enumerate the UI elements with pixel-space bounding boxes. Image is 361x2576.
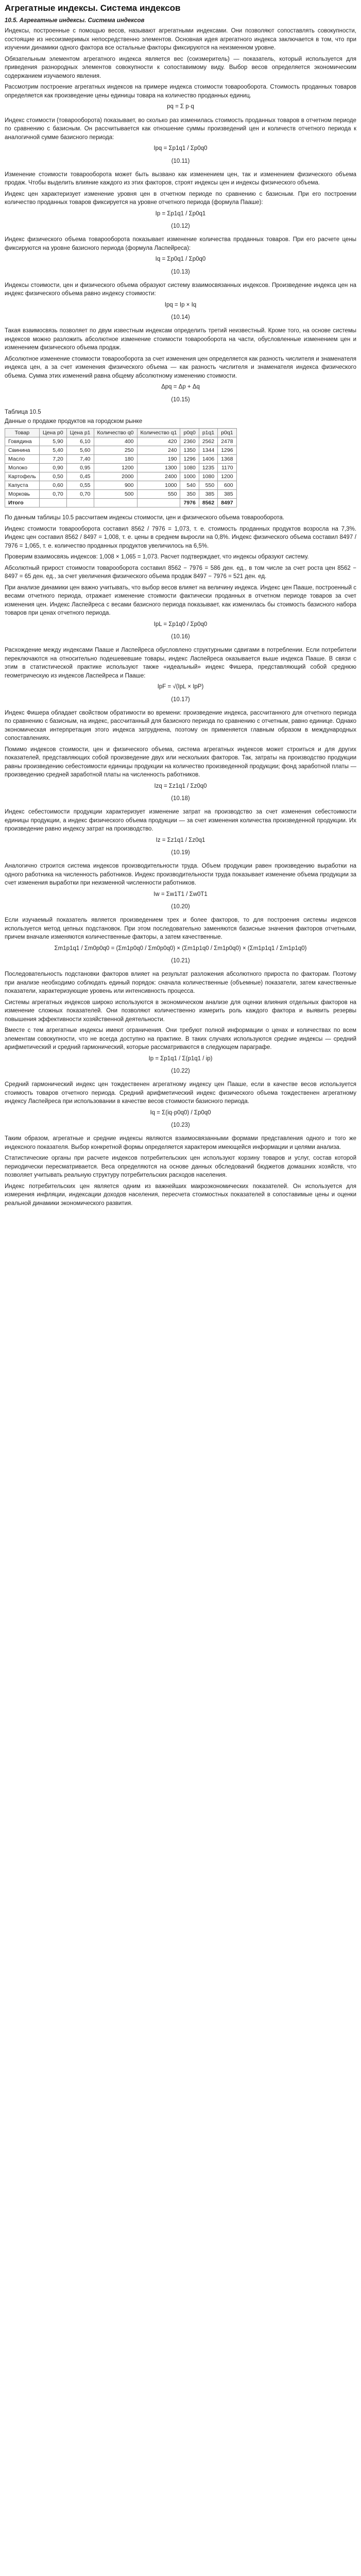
column-header: Цена p0	[39, 429, 66, 437]
table-cell: 7,40	[66, 455, 94, 464]
table-cell: Итого	[5, 499, 40, 507]
equation-number: (10.18)	[171, 795, 190, 802]
formula: IpF = √(IpL × IpP)	[157, 684, 204, 690]
document-body-continued	[5, 514, 356, 1208]
table-cell: 1000	[180, 472, 199, 481]
paragraph: Последовательность подстановки факторов влияет на результат разложения абсолютного прироста по факторам. Поэтому при анализе необходимо соблюдать единый порядок: сначала количественные (объемные) показатели, затем качественные показатели, характеризующие уровень или интенсивность процесса.	[5, 971, 356, 994]
paragraph: Аналогично строится система индексов производительности труда. Объем продукции равен произведению выработки на одного работника на численность работников. Индекс производительности труда показывает изменение объема продукции за счет изменения выработки при неизменной численности работников.	[5, 863, 356, 886]
equation-number: (10.11)	[171, 158, 190, 164]
table-cell	[66, 499, 94, 507]
table-cell: 1406	[199, 455, 217, 464]
table-cell: 0,90	[39, 464, 66, 472]
column-header: p0q0	[180, 429, 199, 437]
table-cell: 500	[94, 490, 137, 499]
table-cell: 1170	[218, 464, 236, 472]
table-cell: 8497	[218, 499, 236, 507]
table-cell: 2360	[180, 437, 199, 446]
table-row	[5, 490, 237, 499]
paragraph: Индексы, построенные с помощью весов, называют агрегатными индексами. Они позволяют сопоставлять совокупности, состоящие из несоизмеримых непосредственно элементов. Основная идея агрегатного индекса заключается в том, что при изучении динамики одного фактора все остальные факторы фиксируются на неизменном уровне.	[5, 28, 356, 51]
column-header: p1q1	[199, 429, 217, 437]
formula: Ip = Σp1q1 / Σ(p1q1 / ip)	[148, 1055, 213, 1062]
table-cell: 0,45	[66, 472, 94, 481]
paragraph: Индекс себестоимости продукции характеризует изменение затрат на производство за счет изменения себестоимости единицы продукции, а индекс физического объема продукции — за счет изменения количества произведенной продукции. Их произведение равно индексу затрат на производство.	[5, 809, 356, 832]
paragraph: При анализе динамики цен важно учитывать, что выбор весов влияет на величину индекса. Индекс цен Пааше, построенный с весами отчетного периода, отражает изменение стоимости фактически проданных в отчетном периоде товаров за счет изменения цен. Индекс Ласпейреса с весами базисного периода показывает, как изменилась бы стоимость базисного набора товаров при ценах отчетного периода.	[5, 584, 356, 616]
paragraph: Такая взаимосвязь позволяет по двум известным индексам определить третий неизвестный. Кроме того, на основе системы индексов можно разложить абсолютное изменение стоимости товарооборота на части, обусловленные изменением цен и изменением физического объема продаж.	[5, 328, 356, 351]
table-cell: 540	[180, 481, 199, 490]
equation-number: (10.22)	[171, 1068, 190, 1074]
paragraph: Статистические органы при расчете индексов потребительских цен используют корзину товаров и услуг, состав которой периодически пересматривается. Веса определяются на основе данных обследований бюджетов домашних хозяйств, что позволяет учитывать реальную структуру потребительских расходов населения.	[5, 1155, 356, 1178]
table-cell: Говядина	[5, 437, 40, 446]
formula: Iq = Σp0q1 / Σp0q0	[155, 256, 206, 262]
table-cell: 7976	[180, 499, 199, 507]
table-cell: Морковь	[5, 490, 40, 499]
formula: Ipq = Ip × Iq	[164, 301, 197, 308]
table-cell: 350	[180, 490, 199, 499]
table-caption: Таблица 10.5	[5, 409, 41, 415]
table-cell: 0,60	[39, 481, 66, 490]
table-cell: 1296	[218, 446, 236, 455]
table-cell: 2000	[94, 472, 137, 481]
table-cell: 0,70	[66, 490, 94, 499]
table-cell: 1368	[218, 455, 236, 464]
paragraph: Индекс физического объема товарооборота показывает изменение количества проданных товаров. При его расчете цены фиксируются на уровне базисного периода (формула Ласпейреса):	[5, 236, 356, 251]
paragraph: Обязательным элементом агрегатного индекса является вес (соизмеритель) — показатель, который используется для приведения разнородных элементов совокупности к сопоставимому виду. Выбор весов определяется экономическим содержанием изучаемого явления.	[5, 56, 356, 79]
table-cell: 7,20	[39, 455, 66, 464]
document-body	[5, 27, 356, 426]
paragraph: Индекс Фишера обладает свойством обратимости во времени: произведение индекса, рассчитанного для отчетного периода по сравнению с базисным, на индекс, рассчитанный для базисного периода по сравнению с отчетным, равно единице. Однако экономическая интерпретация этого индекса затруднена, поэтому он применяется главным образом в международных сопоставлениях.	[5, 709, 356, 741]
paragraph: Системы агрегатных индексов широко используются в экономическом анализе для оценки влияния отдельных факторов на изменение сложных показателей. Они позволяют количественно измерить роль каждого фактора и выявить резервы повышения эффективности хозяйственной деятельности.	[5, 999, 356, 1023]
table-cell: 5,60	[66, 446, 94, 455]
table-cell	[39, 499, 66, 507]
table-cell: 250	[94, 446, 137, 455]
paragraph: Средний гармонический индекс цен тождественен агрегатному индексу цен Пааше, если в качестве весов используется стоимость товаров отчетного периода. Средний арифметический индекс физического объема тождественен агрегатному индексу Ласпейреса при использовании в качестве весов стоимости базисного периода.	[5, 1081, 356, 1105]
table-cell: Капуста	[5, 481, 40, 490]
equation-number: (10.21)	[171, 958, 190, 964]
table-cell: 1350	[180, 446, 199, 455]
table-row	[5, 464, 237, 472]
equation-number: (10.20)	[171, 904, 190, 910]
table-total-row	[5, 499, 237, 507]
table-cell: Картофель	[5, 472, 40, 481]
table-cell: 0,55	[66, 481, 94, 490]
paragraph: Если изучаемый показатель является произведением трех и более факторов, то для построения системы индексов используется метод цепных подстановок. При этом последовательно заменяются базисные значения факторов отчетными, причем вначале изменяются количественные факторы, а затем качественные.	[5, 917, 356, 940]
column-header: Количество q1	[137, 429, 180, 437]
table-header-row	[5, 429, 237, 437]
formula: Ipq = Σp1q1 / Σp0q0	[153, 145, 208, 151]
data-table	[5, 428, 237, 507]
table-cell: 385	[218, 490, 236, 499]
table-cell: 1296	[180, 455, 199, 464]
table-cell: 385	[199, 490, 217, 499]
paragraph: Абсолютный прирост стоимости товарооборота составил 8562 − 7976 = 586 ден. ед., в том числе за счет роста цен 8562 − 8497 = 65 ден. ед., за счет увеличения физического объема продаж 8497 − 7976 = 521 ден. ед.	[5, 565, 356, 580]
equation-number: (10.23)	[171, 1122, 190, 1128]
paragraph: Индекс цен характеризует изменение уровня цен в отчетном периоде по сравнению с базисным. При его построении количество проданных товаров фиксируется на уровне отчетного периода (формула Пааше):	[5, 191, 356, 206]
table-row	[5, 455, 237, 464]
column-header: Цена p1	[66, 429, 94, 437]
table-cell	[137, 499, 180, 507]
paragraph: Проверим взаимосвязь индексов: 1,008 × 1,065 = 1,073. Расчет подтверждает, что индексы образуют систему.	[5, 554, 309, 560]
table-cell: 550	[199, 481, 217, 490]
paragraph: Индекс стоимости (товарооборота) показывает, во сколько раз изменилась стоимость проданных товаров в отчетном периоде по сравнению с базисным. Он рассчитывается как отношение суммы произведений цен и количеств отчетного периода к аналогичной сумме базисного периода:	[5, 117, 356, 141]
table-cell: Молоко	[5, 464, 40, 472]
page-title: Агрегатные индексы. Система индексов	[5, 3, 181, 13]
table-cell: 420	[137, 437, 180, 446]
table-cell: 1344	[199, 446, 217, 455]
table-cell: 2400	[137, 472, 180, 481]
table-cell: Масло	[5, 455, 40, 464]
paragraph: Индекс потребительских цен является одним из важнейших макроэкономических показателей. Он используется для измерения инфляции, индексации доходов населения, пересчета стоимостных показателей в сопоставимые цены и оценки реальной динамики экономического развития.	[5, 1183, 356, 1207]
formula: Δpq = Δp + Δq	[161, 384, 200, 390]
paragraph: Вместе с тем агрегатные индексы имеют ограничения. Они требуют полной информации о ценах и количествах по всем элементам совокупности, что не всегда доступно на практике. В таких случаях используются средние индексы — средний арифметический и средний гармонический, которые рассматриваются в следующем параграфе.	[5, 1027, 356, 1050]
table-cell: 190	[137, 455, 180, 464]
equation-number: (10.16)	[171, 634, 190, 640]
paragraph: Абсолютное изменение стоимости товарооборота за счет изменения цен определяется как разность числителя и знаменателя индекса цен, а за счет изменения физического объема — как разность числителя и знаменателя индекса физического объема. Сумма этих изменений равна общему абсолютному изменению стоимости.	[5, 355, 356, 379]
table-cell: 8562	[199, 499, 217, 507]
table-cell: 900	[94, 481, 137, 490]
table-cell: 2478	[218, 437, 236, 446]
paragraph: Расхождение между индексами Пааше и Ласпейреса обусловлено структурными сдвигами в потреблении. Если потребители переключаются на относительно подешевевшие товары, индекс Ласпейреса оказывается выше индекса Пааше. В связи с этим в статистической практике используют также «идеальный» индекс Фишера, представляющий собой среднюю геометрическую из индексов Ласпейреса и Пааше:	[5, 647, 356, 679]
table-cell: 0,70	[39, 490, 66, 499]
formula: Iw = Σw1T1 / Σw0T1	[153, 891, 208, 897]
paragraph: Индексы стоимости, цен и физического объема образуют систему взаимосвязанных индексов. Произведение индекса цен на индекс физического объема равно индексу стоимости:	[5, 282, 356, 297]
formula: pq = Σ p·q	[167, 104, 194, 110]
table-cell: 1200	[218, 472, 236, 481]
table-row	[5, 446, 237, 455]
table-row	[5, 481, 237, 490]
table-header	[5, 429, 237, 437]
table-cell: 6,10	[66, 437, 94, 446]
table-cell: Свинина	[5, 446, 40, 455]
column-header: p0q1	[218, 429, 236, 437]
equation-number: (10.15)	[171, 396, 190, 403]
table-row	[5, 437, 237, 446]
table-cell: 5,90	[39, 437, 66, 446]
paragraph: Рассмотрим построение агрегатных индексов на примере индекса стоимости товарооборота. Стоимость проданных товаров определяется как произведение цены единицы товара на количество проданных единиц.	[5, 84, 356, 99]
table-body	[5, 437, 237, 507]
table-cell: 1000	[137, 481, 180, 490]
table-cell	[94, 499, 137, 507]
section-heading: 10.5. Агрегатные индексы. Система индексов	[5, 18, 145, 24]
table-cell: 240	[137, 446, 180, 455]
table-cell: 1300	[137, 464, 180, 472]
paragraph: Изменение стоимости товарооборота может быть вызвано как изменением цен, так и изменением физического объема продаж. Чтобы выделить влияние каждого из этих факторов, строят индексы цен и индексы физического объема.	[5, 171, 356, 186]
table-cell: 1200	[94, 464, 137, 472]
table-cell: 2562	[199, 437, 217, 446]
equation-number: (10.12)	[171, 223, 190, 229]
table-cell: 600	[218, 481, 236, 490]
table-cell: 1080	[180, 464, 199, 472]
paragraph: Помимо индексов стоимости, цен и физического объема, система агрегатных индексов может строиться и для других показателей, представляющих собой произведение двух или нескольких факторов. Так, затраты на производство продукции равны произведению себестоимости единицы продукции на количество произведенной продукции; фонд заработной платы — произведению средней заработной платы на численность работников.	[5, 746, 356, 778]
equation-number: (10.19)	[171, 850, 190, 856]
column-header: Количество q0	[94, 429, 137, 437]
paragraph: По данным таблицы 10.5 рассчитаем индексы стоимости, цен и физического объема товарооборота.	[5, 515, 284, 521]
equation-number: (10.17)	[171, 696, 190, 703]
equation-number: (10.14)	[171, 314, 190, 320]
table-cell: 0,95	[66, 464, 94, 472]
table-cell: 400	[94, 437, 137, 446]
formula: Izq = Σz1q1 / Σz0q0	[154, 783, 207, 789]
formula: Iz = Σz1q1 / Σz0q1	[156, 837, 205, 843]
table-cell: 180	[94, 455, 137, 464]
table-cell: 1235	[199, 464, 217, 472]
table-cell: 550	[137, 490, 180, 499]
paragraph: Индекс стоимости товарооборота составил 8562 / 7976 = 1,073, т. е. стоимость проданных продуктов возросла на 7,3%. Индекс цен составил 8562 / 8497 = 1,008, т. е. цены в среднем выросли на 0,8%. Индекс физического объема составил 8497 / 7976 = 1,065, т. е. количество проданных продуктов увеличилось на 6,5%.	[5, 526, 356, 549]
formula: Σm1p1q1 / Σm0p0q0 = (Σm1p0q0 / Σm0p0q0) × (Σm1p1q0 / Σm1p0q0) × (Σm1p1q1 / Σm1p1q0)	[54, 945, 307, 952]
table-cell: 1080	[199, 472, 217, 481]
equation-number: (10.13)	[171, 268, 190, 275]
paragraph: Таким образом, агрегатные и средние индексы являются взаимосвязанными формами представления одного и того же индексного показателя. Выбор конкретной формы определяется характером имеющейся информации и целями анализа.	[5, 1136, 356, 1150]
table-row	[5, 472, 237, 481]
column-header: Товар	[5, 429, 40, 437]
formula: Iq = Σ(iq·p0q0) / Σp0q0	[150, 1109, 211, 1116]
formula: Ip = Σp1q1 / Σp0q1	[155, 210, 206, 217]
paragraph: Данные о продаже продуктов на городском рынке	[5, 418, 143, 425]
table-cell: 0,50	[39, 472, 66, 481]
formula: IpL = Σp1q0 / Σp0q0	[153, 621, 208, 628]
table-cell: 5,40	[39, 446, 66, 455]
